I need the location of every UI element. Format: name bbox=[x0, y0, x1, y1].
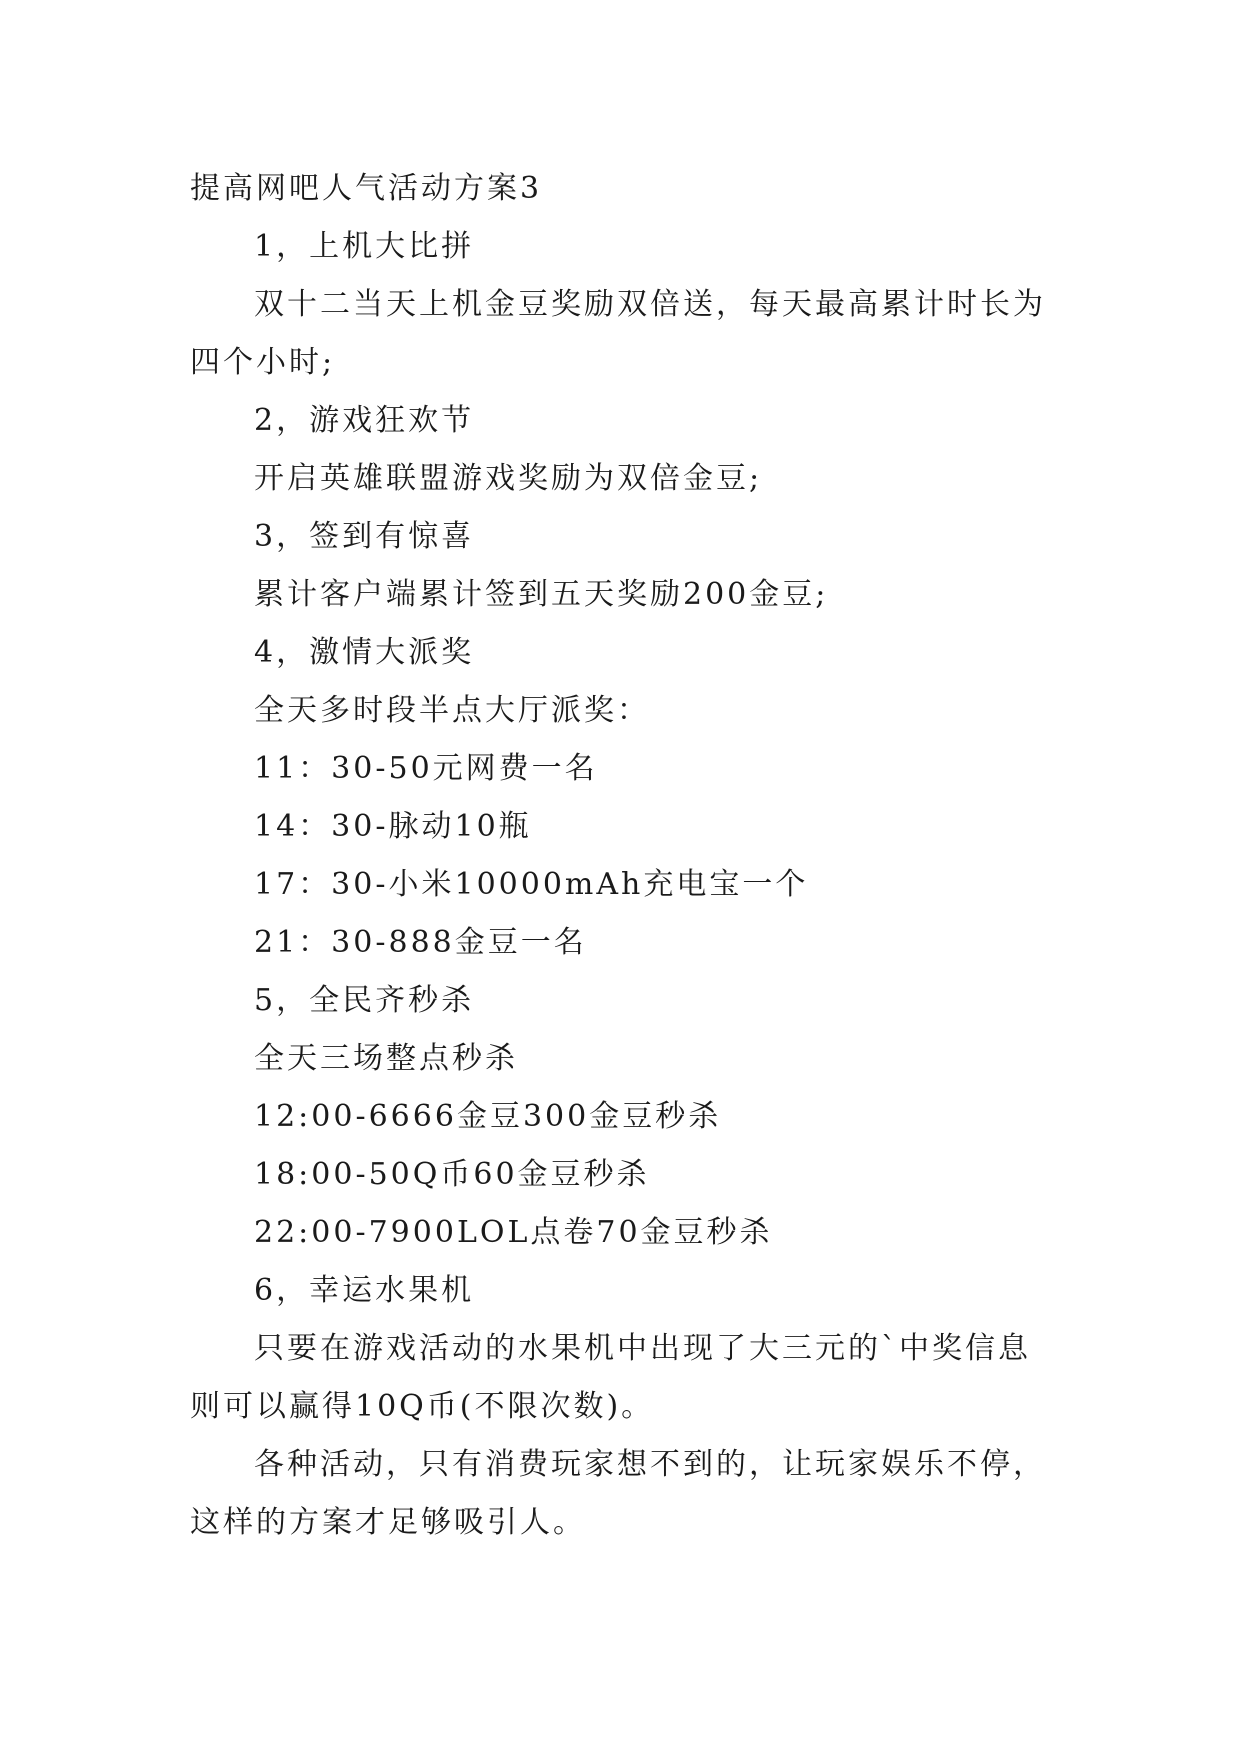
paragraph-line-continued: 则可以赢得10Q币(不限次数)。 bbox=[190, 1389, 655, 1424]
section-heading-2: 2，游戏狂欢节 bbox=[254, 403, 475, 438]
schedule-item: 18:00-50Q币60金豆秒杀 bbox=[254, 1157, 650, 1192]
section-heading-1: 1，上机大比拼 bbox=[254, 229, 475, 264]
paragraph-line: 双十二当天上机金豆奖励双倍送，每天最高累计时长为 bbox=[254, 287, 1046, 322]
closing-paragraph-line: 各种活动，只有消费玩家想不到的，让玩家娱乐不停， bbox=[254, 1447, 1046, 1482]
section-heading-6: 6，幸运水果机 bbox=[254, 1273, 475, 1308]
schedule-item: 22:00-7900LOL点卷70金豆秒杀 bbox=[254, 1215, 773, 1250]
schedule-item: 21：30-888金豆一名 bbox=[254, 925, 587, 960]
paragraph-line: 开启英雄联盟游戏奖励为双倍金豆; bbox=[254, 461, 763, 496]
schedule-item: 17：30-小米10000mAh充电宝一个 bbox=[254, 867, 809, 902]
section-heading-4: 4，激情大派奖 bbox=[254, 635, 475, 670]
section-heading-5: 5，全民齐秒杀 bbox=[254, 983, 475, 1018]
document-body bbox=[190, 160, 1050, 1552]
paragraph-line: 只要在游戏活动的水果机中出现了大三元的`中奖信息 bbox=[254, 1331, 1031, 1366]
closing-paragraph-line-continued: 这样的方案才足够吸引人。 bbox=[190, 1505, 586, 1540]
paragraph-line: 累计客户端累计签到五天奖励200金豆; bbox=[254, 577, 829, 612]
section-heading-3: 3，签到有惊喜 bbox=[254, 519, 475, 554]
paragraph-line: 全天三场整点秒杀 bbox=[254, 1041, 518, 1076]
schedule-item: 11：30-50元网费一名 bbox=[254, 751, 598, 786]
paragraph-line: 全天多时段半点大厅派奖： bbox=[254, 693, 650, 728]
document-title: 提高网吧人气活动方案3 bbox=[190, 171, 543, 206]
schedule-item: 12:00-6666金豆300金豆秒杀 bbox=[254, 1099, 722, 1134]
schedule-item: 14：30-脉动10瓶 bbox=[254, 809, 532, 844]
paragraph-line-continued: 四个小时; bbox=[190, 345, 336, 380]
